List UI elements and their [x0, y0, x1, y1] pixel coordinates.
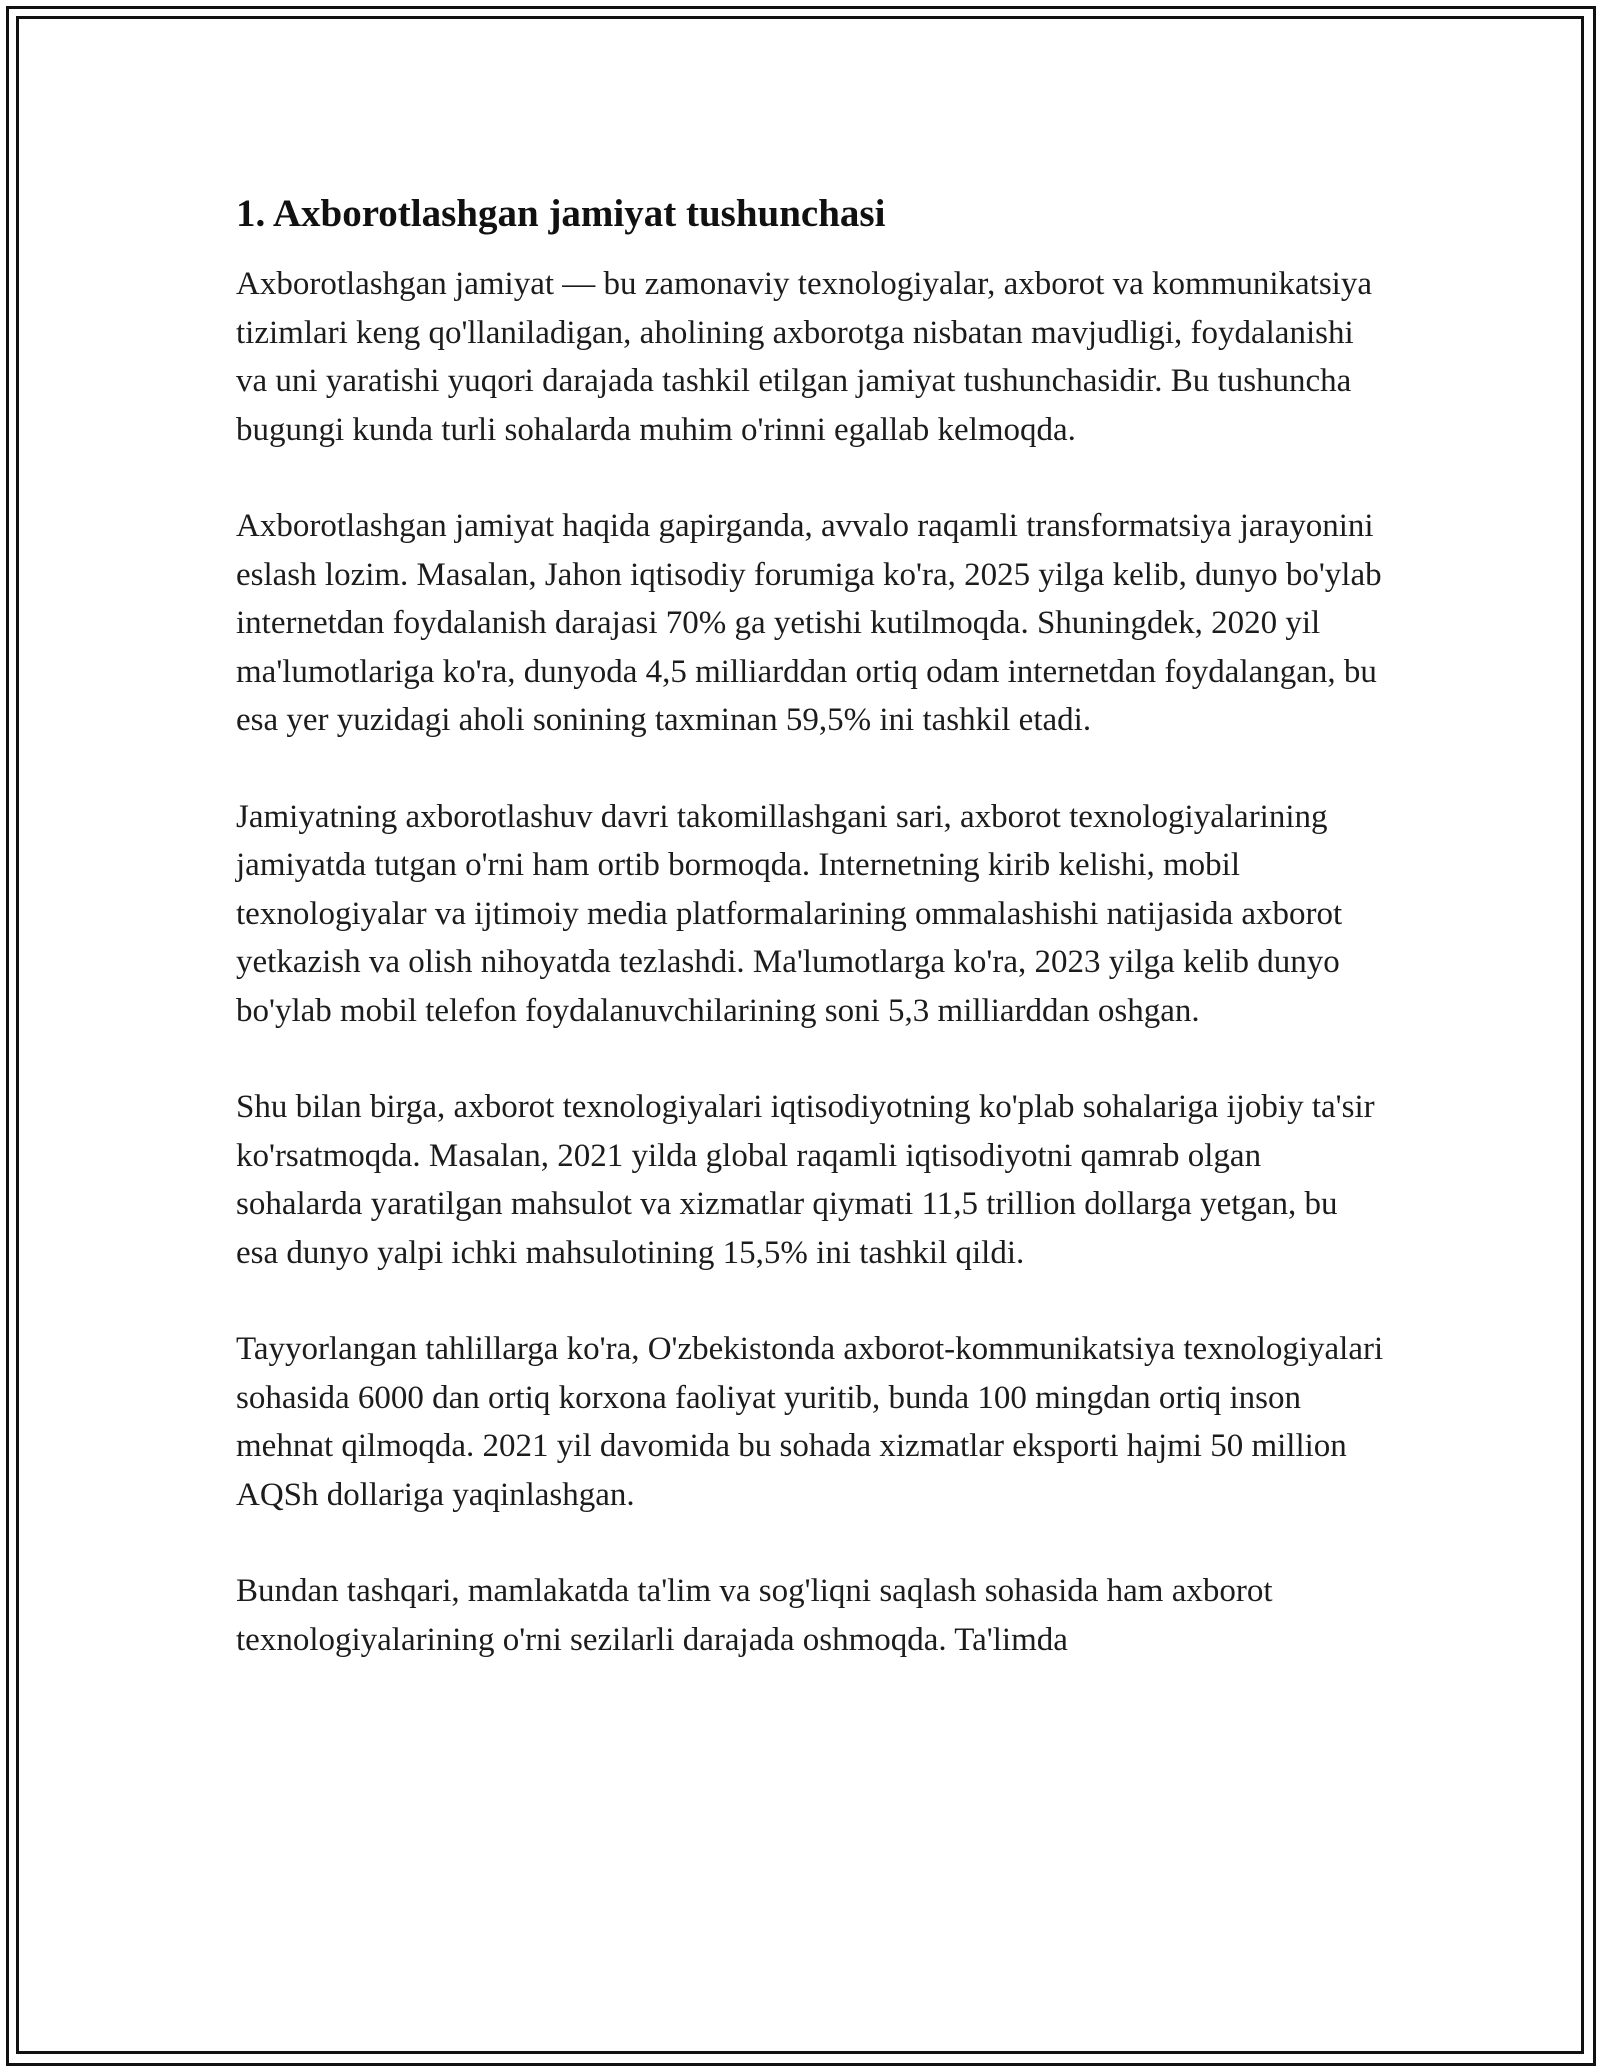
paragraph-definition: Axborotlashgan jamiyat — bu zamonaviy texnologiyalar, axborot va kommunikatsiya tizimlari keng qo'llaniladigan, aholining axborotga nisbatan mavjudligi, foydalanishi va uni yaratishi yuqori darajada tashkil etilgan jamiyat tushunchasidir. Bu tushuncha bugungi kunda turli sohalarda muhim o'rinni egallab kelmoqda.: [236, 266, 1373, 448]
paragraph-uzbekistan-ict: Tayyorlangan tahlillarga ko'ra, O'zbekistonda axborot-kommunikatsiya texnologiyalari sohasida 6000 dan ortiq korxona faoliyat yuritib, bunda 100 mingdan ortiq inson mehnat qilmoqda. 2021 yil davomida bu sohada xizmatlar eksporti hajmi 50 million AQSh dollariga yaqinlashgan.: [236, 1331, 1384, 1513]
paragraph-education-health: Bundan tashqari, mamlakatda ta'lim va sog'liqni saqlash sohasida ham axborot texnologiyalarining o'rni sezilarli darajada oshmoqda. Ta'limda: [236, 1573, 1273, 1658]
paragraph-digital-transformation: Axborotlashgan jamiyat haqida gapirganda, avvalo raqamli transformatsiya jarayonini eslash lozim. Masalan, Jahon iqtisodiy forumiga ko'ra, 2025 yilga kelib, dunyo bo'ylab internetdan foydalanish darajasi 70% ga yetishi kutilmoqda. Shuningdek, 2020 yil ma'lumotlariga ko'ra, dunyoda 4,5 milliarddan ortiq odam internetdan foydalangan, bu esa yer yuzidagi aholi sonining taxminan 59,5% ini tashkil etadi.: [236, 508, 1382, 738]
section-heading: 1. Axborotlashgan jamiyat tushunchasi: [236, 192, 886, 235]
document-body: [236, 186, 1386, 1712]
paragraph-information-era: Jamiyatning axborotlashuv davri takomillashgani sari, axborot texnologiyalarining jamiyatda tutgan o'rni ham ortib bormoqda. Internetning kirib kelishi, mobil texnologiyalar va ijtimoiy media platformalarining ommalashishi natijasida axborot yetkazish va olish nihoyatda tezlashdi. Ma'lumotlarga ko'ra, 2023 yilga kelib dunyo bo'ylab mobil telefon foydalanuvchilarining soni 5,3 milliarddan oshgan.: [236, 798, 1343, 1029]
paragraph-digital-economy: Shu bilan birga, axborot texnologiyalari iqtisodiyotning ko'plab sohalariga ijobiy ta'sir ko'rsatmoqda. Masalan, 2021 yilda global raqamli iqtisodiyotni qamrab olgan sohalarda yaratilgan mahsulot va xizmatlar qiymati 11,5 trillion dollarga yetgan, bu esa dunyo yalpi ichki mahsulotining 15,5% ini tashkil qildi.: [236, 1089, 1375, 1271]
